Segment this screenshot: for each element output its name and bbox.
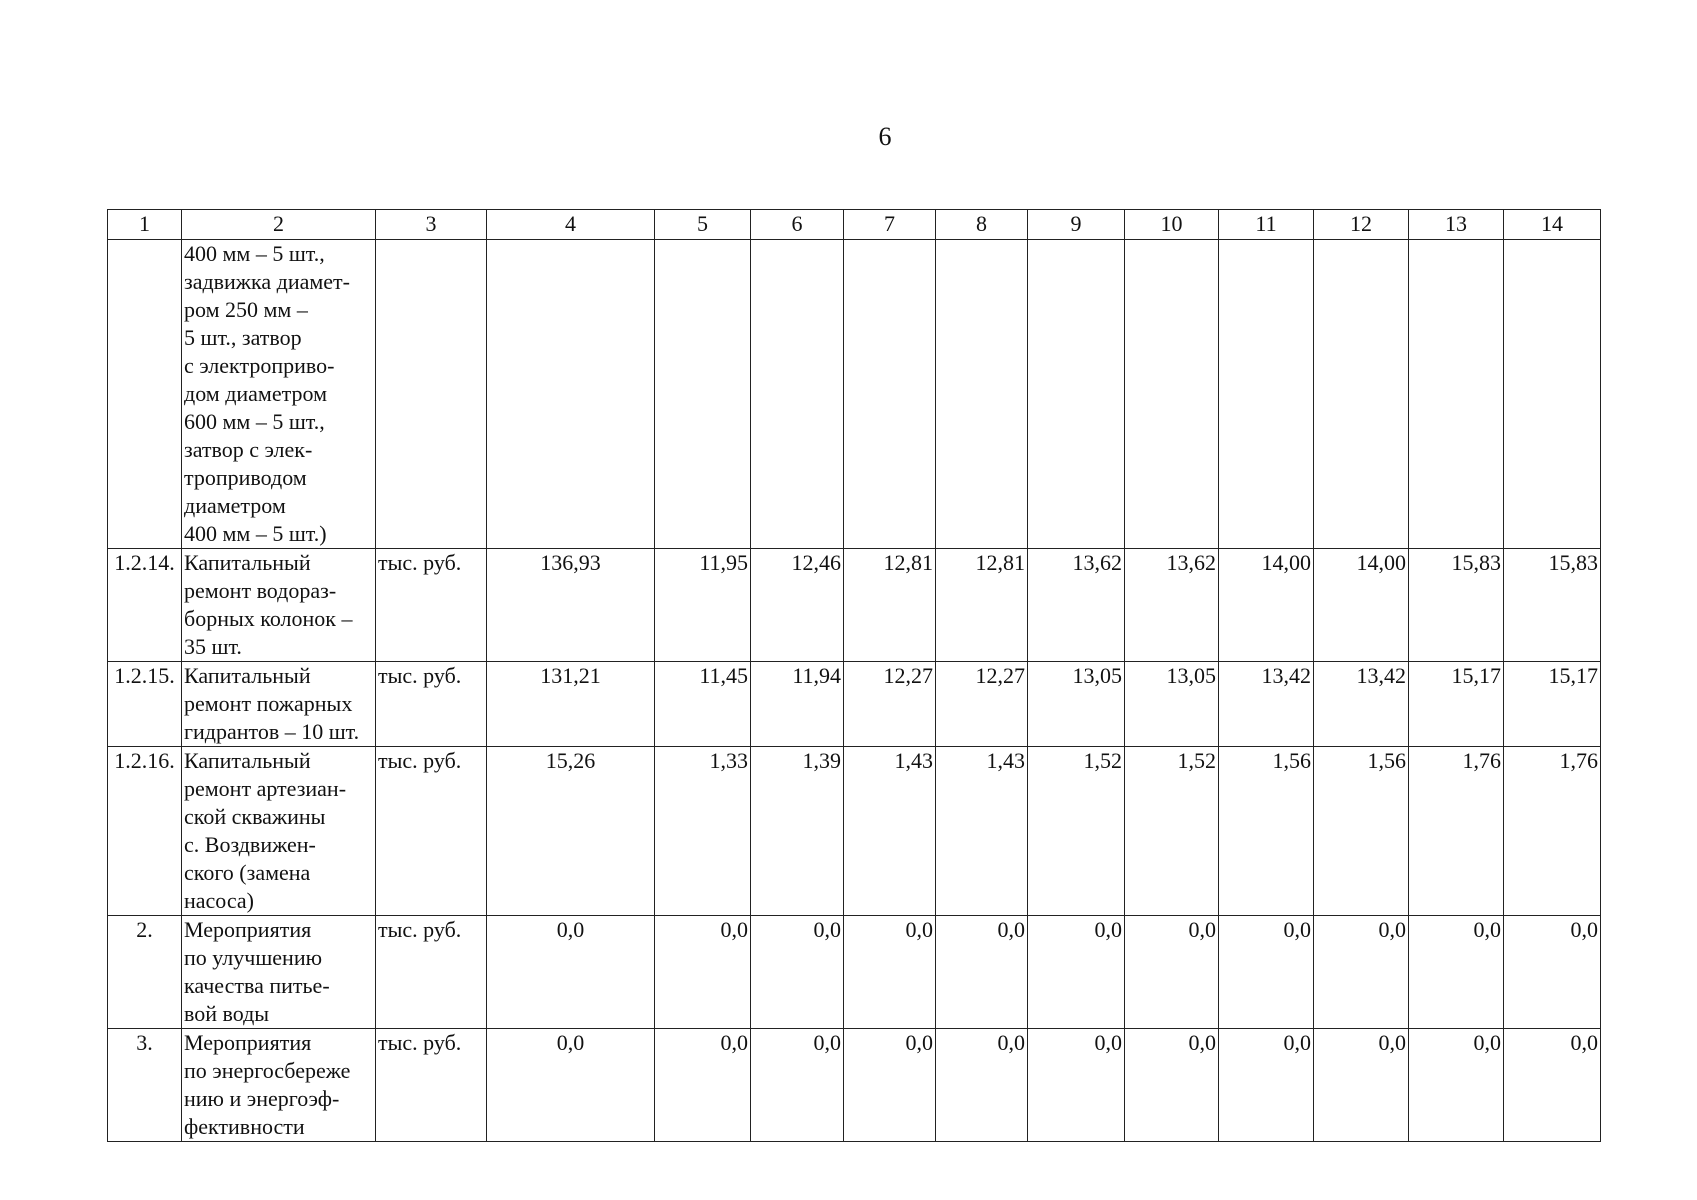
- value-cell: 1,56: [1219, 747, 1314, 916]
- table-row: [108, 1029, 1601, 1142]
- row-name-line: по энергосбереже: [184, 1058, 351, 1083]
- row-index: 1.2.16.: [108, 747, 182, 916]
- table-row: [108, 549, 1601, 662]
- value-cell: 0,0: [1504, 1029, 1601, 1142]
- row-name-line: ремонт водораз-: [184, 578, 337, 603]
- value-cell: 1,43: [844, 747, 936, 916]
- row-name-line: Мероприятия: [184, 1030, 312, 1055]
- value-cell: 13,05: [1125, 662, 1219, 747]
- value-cell: 0,0: [1125, 916, 1219, 1029]
- row-unit: тыс. руб.: [376, 1029, 487, 1142]
- row-name: [182, 240, 376, 549]
- row-name-line: ского (замена: [184, 860, 311, 885]
- value-cell: [1125, 240, 1219, 549]
- value-cell: 11,94: [751, 662, 844, 747]
- value-cell: 0,0: [655, 916, 751, 1029]
- value-cell: 13,05: [1028, 662, 1125, 747]
- row-unit: тыс. руб.: [376, 549, 487, 662]
- row-name-line: нию и энергоэф-: [184, 1086, 340, 1111]
- value-cell: 15,26: [487, 747, 655, 916]
- row-name-line: ремонт пожарных: [184, 691, 353, 716]
- row-name: [182, 662, 376, 747]
- row-index: 1.2.15.: [108, 662, 182, 747]
- row-name-line: насоса): [184, 888, 254, 913]
- value-cell: 1,76: [1409, 747, 1504, 916]
- column-header: 7: [844, 210, 936, 240]
- value-cell: 1,52: [1125, 747, 1219, 916]
- table-body: [108, 240, 1601, 1142]
- row-name-line: дом диаметром: [184, 381, 327, 406]
- value-cell: 13,62: [1125, 549, 1219, 662]
- value-cell: 0,0: [936, 916, 1028, 1029]
- value-cell: 0,0: [655, 1029, 751, 1142]
- row-name: [182, 916, 376, 1029]
- header-row: [108, 210, 1601, 240]
- value-cell: 0,0: [844, 916, 936, 1029]
- row-name-line: гидрантов – 10 шт.: [184, 719, 360, 744]
- row-name-line: 400 мм – 5 шт.): [184, 521, 327, 546]
- row-name: [182, 549, 376, 662]
- value-cell: 0,0: [1504, 916, 1601, 1029]
- value-cell: [655, 240, 751, 549]
- value-cell: 13,62: [1028, 549, 1125, 662]
- row-index: 1.2.14.: [108, 549, 182, 662]
- value-cell: 14,00: [1314, 549, 1409, 662]
- value-cell: 136,93: [487, 549, 655, 662]
- column-header: 14: [1504, 210, 1601, 240]
- value-cell: 0,0: [751, 1029, 844, 1142]
- value-cell: 15,83: [1409, 549, 1504, 662]
- value-cell: 0,0: [1125, 1029, 1219, 1142]
- row-name-line: задвижка диамет-: [184, 269, 350, 294]
- value-cell: 0,0: [1314, 916, 1409, 1029]
- value-cell: 0,0: [844, 1029, 936, 1142]
- table-row: [108, 662, 1601, 747]
- table-row: [108, 916, 1601, 1029]
- value-cell: [844, 240, 936, 549]
- value-cell: 0,0: [1409, 916, 1504, 1029]
- row-unit: тыс. руб.: [376, 662, 487, 747]
- value-cell: 0,0: [1409, 1029, 1504, 1142]
- value-cell: 13,42: [1314, 662, 1409, 747]
- value-cell: 1,33: [655, 747, 751, 916]
- value-cell: [751, 240, 844, 549]
- row-name-line: по улучшению: [184, 945, 323, 970]
- row-index: 2.: [108, 916, 182, 1029]
- value-cell: 15,83: [1504, 549, 1601, 662]
- column-header: 5: [655, 210, 751, 240]
- value-cell: 14,00: [1219, 549, 1314, 662]
- value-cell: 12,27: [844, 662, 936, 747]
- value-cell: [1409, 240, 1504, 549]
- value-cell: 1,43: [936, 747, 1028, 916]
- row-unit: [376, 240, 487, 549]
- value-cell: 12,81: [844, 549, 936, 662]
- row-name-line: с. Воздвижен-: [184, 832, 316, 857]
- value-cell: 12,27: [936, 662, 1028, 747]
- value-cell: [1219, 240, 1314, 549]
- data-table: [107, 209, 1601, 1142]
- value-cell: 0,0: [487, 916, 655, 1029]
- row-name-line: Капитальный: [184, 663, 311, 688]
- value-cell: 12,81: [936, 549, 1028, 662]
- row-name-line: 600 мм – 5 шт.,: [184, 409, 325, 434]
- column-header: 6: [751, 210, 844, 240]
- row-name-line: 400 мм – 5 шт.,: [184, 241, 325, 266]
- value-cell: 131,21: [487, 662, 655, 747]
- column-header: 9: [1028, 210, 1125, 240]
- value-cell: [1028, 240, 1125, 549]
- value-cell: [1504, 240, 1601, 549]
- value-cell: [1314, 240, 1409, 549]
- row-name-line: Капитальный: [184, 748, 311, 773]
- row-name-line: 5 шт., затвор: [184, 325, 302, 350]
- row-name-line: ром 250 мм –: [184, 297, 308, 322]
- row-name-line: ской скважины: [184, 804, 326, 829]
- row-name: [182, 747, 376, 916]
- value-cell: [487, 240, 655, 549]
- table-row: [108, 240, 1601, 549]
- value-cell: 1,52: [1028, 747, 1125, 916]
- row-name-line: качества питье-: [184, 973, 330, 998]
- row-unit: тыс. руб.: [376, 747, 487, 916]
- column-header: 8: [936, 210, 1028, 240]
- value-cell: 0,0: [1028, 1029, 1125, 1142]
- row-name-line: фективности: [184, 1114, 305, 1139]
- value-cell: 15,17: [1409, 662, 1504, 747]
- value-cell: 1,39: [751, 747, 844, 916]
- value-cell: 15,17: [1504, 662, 1601, 747]
- column-header: 12: [1314, 210, 1409, 240]
- row-name-line: борных колонок –: [184, 606, 353, 631]
- value-cell: 11,95: [655, 549, 751, 662]
- column-header: 13: [1409, 210, 1504, 240]
- value-cell: 0,0: [1028, 916, 1125, 1029]
- table-row: [108, 747, 1601, 916]
- value-cell: 1,76: [1504, 747, 1601, 916]
- value-cell: 0,0: [1219, 916, 1314, 1029]
- column-header: 2: [182, 210, 376, 240]
- row-name: [182, 1029, 376, 1142]
- row-name-line: затвор с элек-: [184, 437, 313, 462]
- value-cell: 0,0: [936, 1029, 1028, 1142]
- value-cell: 13,42: [1219, 662, 1314, 747]
- row-name-line: ремонт артезиан-: [184, 776, 347, 801]
- value-cell: 11,45: [655, 662, 751, 747]
- row-name-line: 35 шт.: [184, 634, 242, 659]
- column-header: 4: [487, 210, 655, 240]
- row-index: 3.: [108, 1029, 182, 1142]
- row-name-line: с электроприво-: [184, 353, 335, 378]
- value-cell: 12,46: [751, 549, 844, 662]
- value-cell: 0,0: [751, 916, 844, 1029]
- column-header: 10: [1125, 210, 1219, 240]
- column-header: 11: [1219, 210, 1314, 240]
- row-unit: тыс. руб.: [376, 916, 487, 1029]
- column-header: 3: [376, 210, 487, 240]
- value-cell: 0,0: [1314, 1029, 1409, 1142]
- row-name-line: троприводом: [184, 465, 307, 490]
- value-cell: [936, 240, 1028, 549]
- column-header: 1: [108, 210, 182, 240]
- page-number: 6: [878, 122, 892, 151]
- row-name-line: диаметром: [184, 493, 286, 518]
- row-name-line: Мероприятия: [184, 917, 312, 942]
- row-name-line: вой воды: [184, 1001, 270, 1026]
- value-cell: 0,0: [1219, 1029, 1314, 1142]
- row-name-line: Капитальный: [184, 550, 311, 575]
- value-cell: 0,0: [487, 1029, 655, 1142]
- row-index: [108, 240, 182, 549]
- value-cell: 1,56: [1314, 747, 1409, 916]
